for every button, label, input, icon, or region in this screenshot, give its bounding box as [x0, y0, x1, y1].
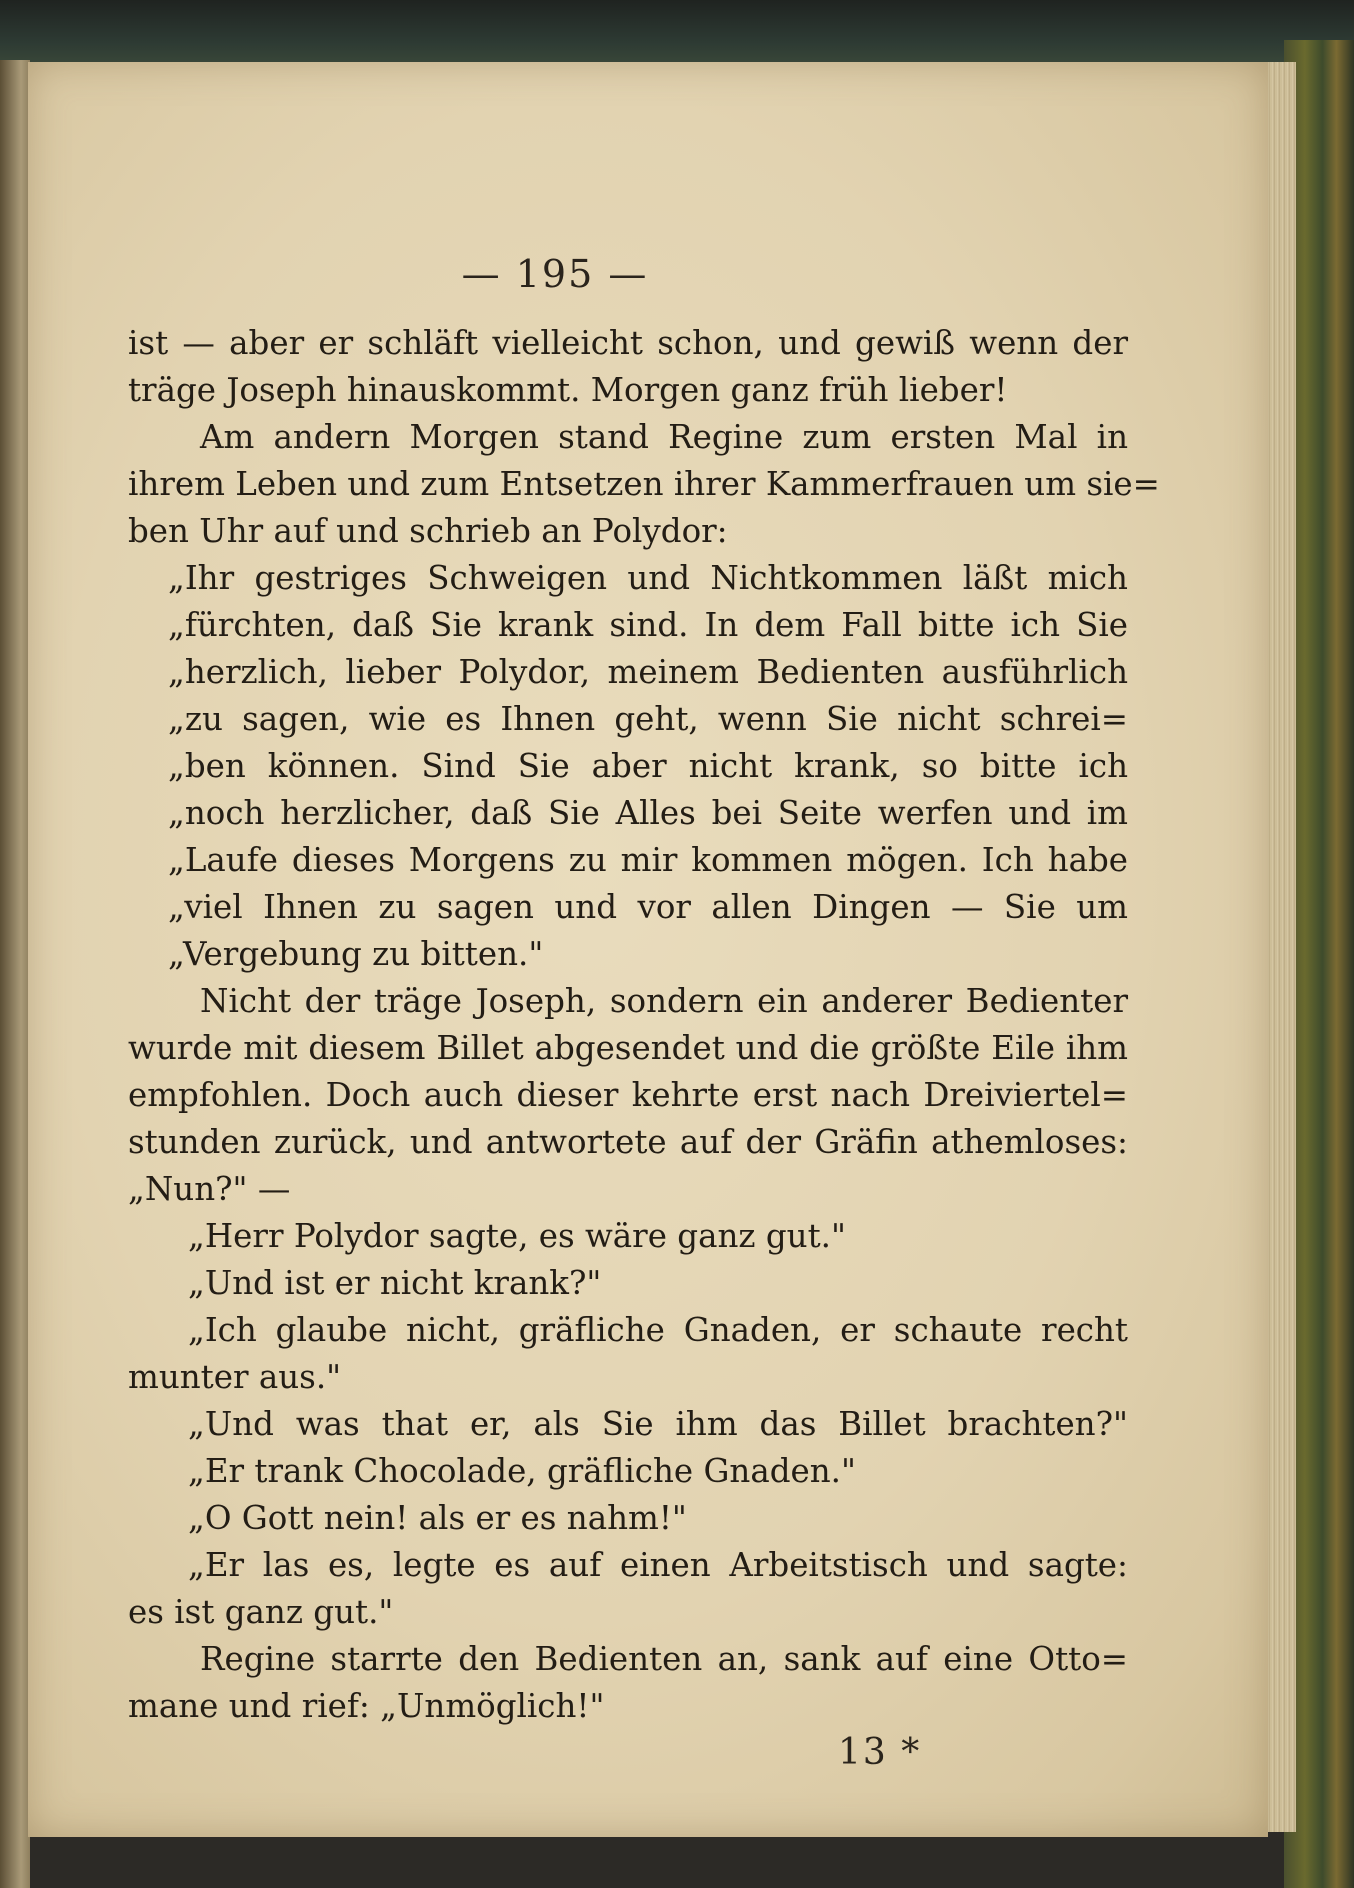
page-edges [1265, 62, 1296, 1832]
text-line: Nicht der träge Joseph, sondern ein anderer Bedienter [200, 982, 1128, 1020]
text-line: empfohlen. Doch auch dieser kehrte erst nach Dreiviertel= [128, 1076, 1128, 1114]
text-line: „herzlich, lieber Polydor, meinem Bedienten ausführlich [168, 653, 1128, 691]
text-line: „Laufe dieses Morgens zu mir kommen mögen. Ich habe [168, 841, 1128, 879]
text-line: „Vergebung zu bitten." [168, 935, 544, 973]
text-line: mane und rief: „Unmöglich!" [128, 1687, 605, 1725]
book-page [28, 62, 1268, 1837]
text-line: ben Uhr auf und schrieb an Polydor: [128, 512, 728, 550]
text-line: „Er trank Chocolade, gräfliche Gnaden." [188, 1452, 856, 1490]
text-line: „Ihr gestriges Schweigen und Nichtkommen läßt mich [168, 559, 1128, 597]
page-number-header: — 195 — [461, 252, 649, 296]
text-line: „Herr Polydor sagte, es wäre ganz gut." [188, 1217, 846, 1255]
text-line: Regine starrte den Bedienten an, sank auf eine Otto= [200, 1640, 1128, 1678]
text-line: „O Gott nein! als er es nahm!" [188, 1499, 687, 1537]
text-line: „Nun?" — [128, 1170, 291, 1208]
signature-mark: 13 * [838, 1732, 922, 1773]
text-line: „noch herzlicher, daß Sie Alles bei Seite werfen und im [168, 794, 1128, 832]
text-line: „viel Ihnen zu sagen und vor allen Dingen — Sie um [168, 888, 1128, 926]
text-line: „fürchten, daß Sie krank sind. In dem Fall bitte ich Sie [168, 606, 1128, 644]
book-cover-top [0, 0, 1354, 70]
text-line: munter aus." [128, 1358, 342, 1396]
text-line: wurde mit diesem Billet abgesendet und die größte Eile ihm [128, 1029, 1128, 1067]
text-line: „Und ist er nicht krank?" [188, 1264, 602, 1302]
text-line: ist — aber er schläft vielleicht schon, und gewiß wenn der [128, 324, 1128, 362]
text-line: träge Joseph hinauskommt. Morgen ganz früh lieber! [128, 371, 1008, 409]
text-line: es ist ganz gut." [128, 1593, 394, 1631]
text-line: stunden zurück, und antwortete auf der Gräfin athemloses: [128, 1123, 1128, 1161]
body-text [128, 320, 1160, 1730]
text-line: „zu sagen, wie es Ihnen geht, wenn Sie nicht schrei= [168, 700, 1128, 738]
text-line: „Er las es, legte es auf einen Arbeitstisch und sagte: [188, 1546, 1128, 1584]
text-line: „Ich glaube nicht, gräfliche Gnaden, er schaute recht [188, 1311, 1128, 1349]
text-line: „ben können. Sind Sie aber nicht krank, so bitte ich [168, 747, 1128, 785]
text-line: „Und was that er, als Sie ihm das Billet brachten?" [188, 1405, 1128, 1443]
text-line: ihrem Leben und zum Entsetzen ihrer Kammerfrauen um sie= [128, 465, 1160, 503]
book-cover-left [0, 60, 30, 1888]
text-line: Am andern Morgen stand Regine zum ersten Mal in [200, 418, 1128, 456]
